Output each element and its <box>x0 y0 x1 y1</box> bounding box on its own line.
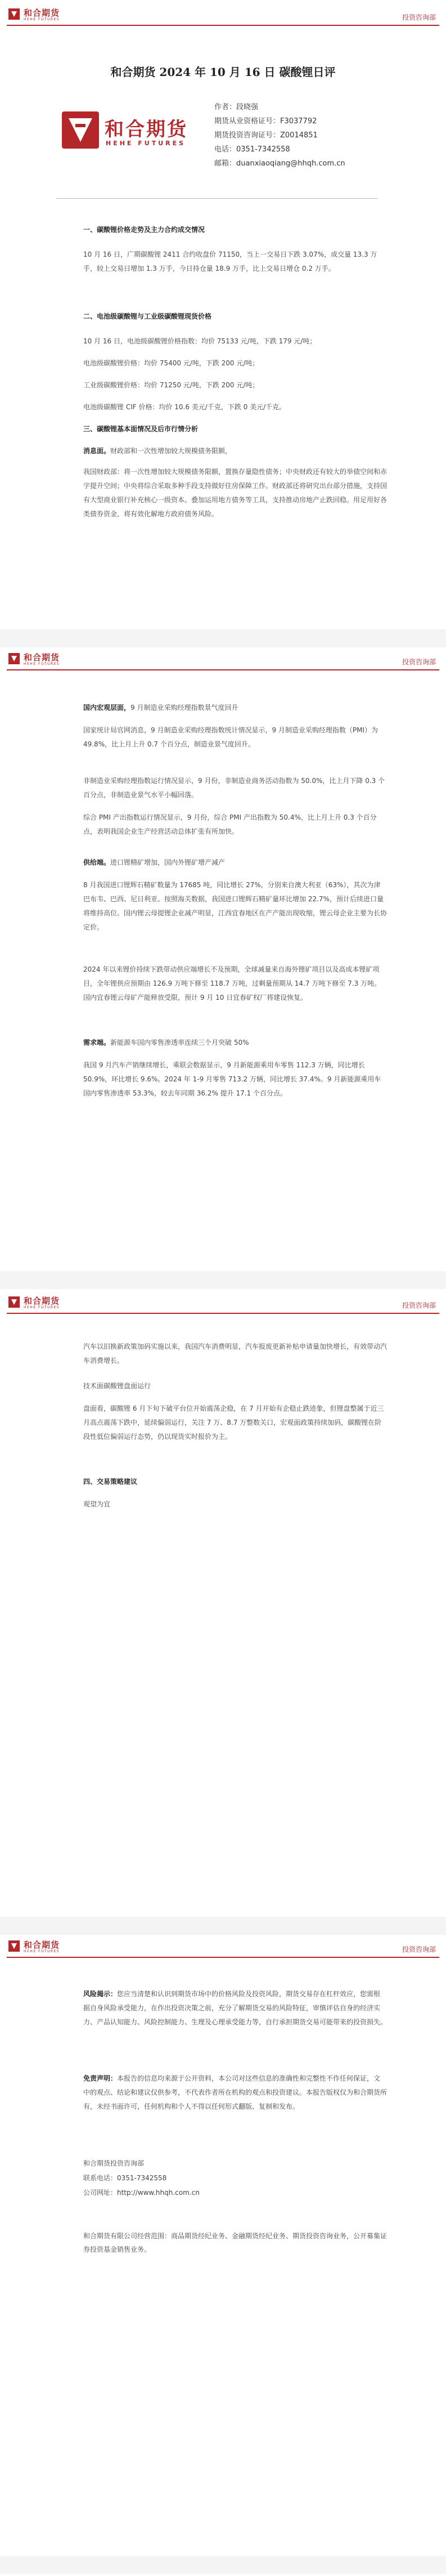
hehe-logo-icon <box>8 8 20 20</box>
news-line <box>83 444 387 458</box>
header-brand: 和合期货 <box>24 1296 60 1306</box>
supply-lead: 进口锂精矿增加，国内外锂矿增产减产 <box>110 858 226 866</box>
email: 邮箱：duanxiaoqiang@hhqh.com.cn <box>214 159 345 168</box>
page-header <box>0 645 446 677</box>
technical-text: 盘面看，碳酸锂 6 月下旬下破平台位开始震荡企稳，在 7 月开始有企稳止跌迹象，但锂盘整属于近三月高点震荡下跌中，延续偏弱运行，关注 7 万、8.7 万整数关口，宏观面政策持续加码，碳酸锂在阶段性低位偏弱运行态势，仍以现货实时报价为主。 <box>83 1405 384 1441</box>
risk-text: 您应当清楚和认识到期货市场中的价格风险及投资风险，期货交易存在杠杆效应，您需根据自身风险承受能力，在作出投资决策之前，充分了解期货交易的风险特征，审慎评估自身的经济实力、产品认知能力、风险控制能力、生理及心理承受能力等，自行承担期货交易可能带来的投资损失。 <box>83 1990 388 2026</box>
disclaimer <box>83 2072 387 2114</box>
demand-head: 需求端。 <box>83 1039 111 1046</box>
section-2-title: 二、电池级碳酸锂与工业级碳酸锂现货价格 <box>83 312 212 320</box>
company-profile: 和合期货有限公司经营范围：商品期货经纪业务、金融期货经纪业务、期货投资咨询业务，公开募集证券投资基金销售业务。 <box>83 2232 388 2253</box>
strategy-text: 观望为宜 <box>83 1500 111 1508</box>
disclaimer-text: 本报告的信息均来源于公开资料，本公司对这些信息的准确性和完整性不作任何保证，文中的观点、结论和建议仅供参考，不代表作者所在机构的观点和投资建议。本报告版权仅为和合期货所有，未经书面许可，任何机构和个人不得以任何形式翻版、复制和发布。 <box>83 2074 388 2110</box>
license-number: 期货从业资格证号：F3037792 <box>214 117 317 126</box>
section-2-line-1: 10 月 16 日，电池级碳酸锂价格指数：均价 75133 元/吨，下跌 179 元/吨； <box>83 337 317 345</box>
header-rule <box>7 1313 439 1314</box>
macro-lead: 9 月制造业采购经理指数景气度回升 <box>130 704 238 712</box>
risk-head: 风险揭示： <box>83 1990 118 1998</box>
header-brand-en: HEHE FUTURES <box>24 662 60 666</box>
macro-line <box>83 701 387 715</box>
page-header <box>0 1932 446 1965</box>
header-brand-en: HEHE FUTURES <box>24 1305 60 1309</box>
header-department: 投资咨询部 <box>402 14 436 21</box>
risk-disclosure <box>83 1987 387 2029</box>
supply-p2: 2024 年以来锂价持续下跌带动供应端增长不及预期，全球减量来自海外锂矿项目以及高成本锂矿项目，全年锂供应预期由 126.9 万吨下修至 118.7 万吨，过剩量预期从 14.7 万吨下修至 7.3 万吨。国内宜春锂云母矿产能释放受限，预计 9 月 10 日宜春矿权厂将建设恢复。 <box>83 965 381 1001</box>
section-2-line-3: 工业级碳酸锂价格：均价 71250 元/吨，下跌 200 元/吨； <box>83 381 259 389</box>
header-brand: 和合期货 <box>24 652 60 663</box>
header-rule <box>7 1957 439 1958</box>
hehe-logo-icon <box>8 652 20 665</box>
contact-block <box>83 2156 200 2200</box>
header-brand: 和合期货 <box>24 1940 60 1950</box>
macro-p1: 国家统计局官网消息，9 月制造业采购经理指数统计情况显示，9 月制造业采购经理指数（PMI）为 49.8%，比上月上升 0.7 个百分点，制造业景气度回升。 <box>83 726 379 748</box>
hehe-logo-icon <box>8 1940 20 1952</box>
header-brand-en: HEHE FUTURES <box>24 17 60 21</box>
demand-lead: 新能源车国内零售渗透率连续三个月突破 50% <box>110 1039 249 1046</box>
cover-brand-en: HEHE FUTURES <box>106 140 186 147</box>
demand-line <box>83 1036 387 1050</box>
author-name: 作者：段晓强 <box>214 103 259 111</box>
news-head: 消息面。 <box>83 447 111 455</box>
macro-p3: 综合 PMI 产出指数运行情况显示，9 月份，综合 PMI 产出指数为 50.4%，比上月上升 0.3 个百分点，表明我国企业生产经营活动总体扩张有所加快。 <box>83 813 377 835</box>
page-header <box>0 0 446 33</box>
supply-p1: 8 月我国进口锂辉石精矿数量为 17685 吨，同比增长 27%，分别来自澳大利亚（63%），其次为津巴布韦、巴西、尼日利亚。按照海关数据，我国进口锂辉石精矿量环比增加 22.7%，预计后续进口量将维持高位。国内锂云母提锂企业减产明显，江西宜春地区在产产能出现收缩，锂云母企业主要为长协定价。 <box>83 881 388 931</box>
technical-title: 技术面碳酸锂盘面运行 <box>83 1382 151 1390</box>
company-logo-icon <box>61 110 100 150</box>
section-1-title: 一、碳酸锂价格走势及主力合约成交情况 <box>83 226 205 234</box>
macro-p2: 非制造业采购经理指数运行情况显示，9 月份，非制造业商务活动指数为 50.0%，比上月下降 0.3 个百分点，非制造业景气水平小幅回落。 <box>83 777 385 799</box>
cover-brand: 和合期货 <box>105 118 188 141</box>
section-4-title: 四、交易策略建议 <box>83 1478 138 1486</box>
consult-license: 期货投资咨询证号：Z0014851 <box>214 131 318 140</box>
news-lead: 财政部和一次性增加较大规模债务限额， <box>110 447 232 455</box>
author-info <box>214 100 345 171</box>
header-department: 投资咨询部 <box>402 1946 436 1953</box>
contact-phone: 联系电话：0351-7342558 <box>83 2174 167 2182</box>
section-3-title: 三、碳酸锂基本面情况及后市行情分析 <box>83 425 199 433</box>
section-2-line-2: 电池级碳酸锂价格：均价 75400 元/吨，下跌 200 元/吨； <box>83 359 259 367</box>
section-1-text: 10 月 16 日，广期碳酸锂 2411 合约收盘价 71150，当上一交易日下跌 3.07%，成交量 13.3 万手，较上交易日增加 1.3 万手，今日持仓量 18.9 万手，比上交易日增仓 0.2 万手。 <box>83 251 377 272</box>
news-body: 我国财政部：将一次性增加较大规模债务限额，置换存量隐性债务；中央财政还有较大的举债空间和赤字提升空间；中央将综合采取多种手段支持做好住房保障工作。财政部还将研究出台部分措施，支持国有大型商业银行补充核心一级资本。叠加运用地方债务等工具，支持推动房地产止跌回稳。用足用好各类债券资金，将有效化解地方政府债务风险。 <box>83 468 388 518</box>
header-rule <box>7 25 439 26</box>
report-title: 和合期货 2024 年 10 月 16 日 碳酸锂日评 <box>110 65 336 79</box>
page-break <box>0 1271 446 1289</box>
page-footer <box>0 2556 446 2574</box>
header-department: 投资咨询部 <box>402 658 436 666</box>
header-brand: 和合期货 <box>24 8 60 18</box>
supply-head: 供给端。 <box>83 858 111 866</box>
contact-site[interactable]: 公司网址：http://www.hhqh.com.cn <box>83 2189 200 2197</box>
phone: 电话：0351-7342558 <box>214 145 290 154</box>
header-rule <box>7 669 439 670</box>
supply-line <box>83 856 387 870</box>
header-department: 投资咨询部 <box>402 1302 436 1309</box>
disclaimer-head: 免责声明： <box>83 2074 118 2082</box>
header-brand-en: HEHE FUTURES <box>24 1949 60 1953</box>
macro-head: 国内宏观层面， <box>83 704 131 712</box>
demand-p1: 我国 9 月汽车产销继续增长，乘联会数据显示，9 月新能源乘用车零售 112.3 万辆，同比增长 50.9%，环比增长 9.6%。2024 年 1-9 月零售 713.2 万辆，同比增长 37.4%。9 月新能源乘用车国内零售渗透率 53.3%，较去年同期 36.2% 提升 17.1 个百分点。 <box>83 1061 381 1097</box>
demand-p2: 汽车以旧换新政策加码实施以来，我国汽车消费明显，汽车报废更新补贴申请量加快增长，有效带动汽车消费增长。 <box>83 1343 388 1365</box>
hehe-logo-icon <box>8 1296 20 1308</box>
page-header <box>0 1288 446 1321</box>
section-divider <box>56 198 378 199</box>
contact-company: 和合期货投资咨询部 <box>83 2159 145 2167</box>
section-2-line-4: 电池级碳酸锂 CIF 价格：均价 10.6 美元/千克，下跌 0 美元/千克。 <box>83 403 286 411</box>
